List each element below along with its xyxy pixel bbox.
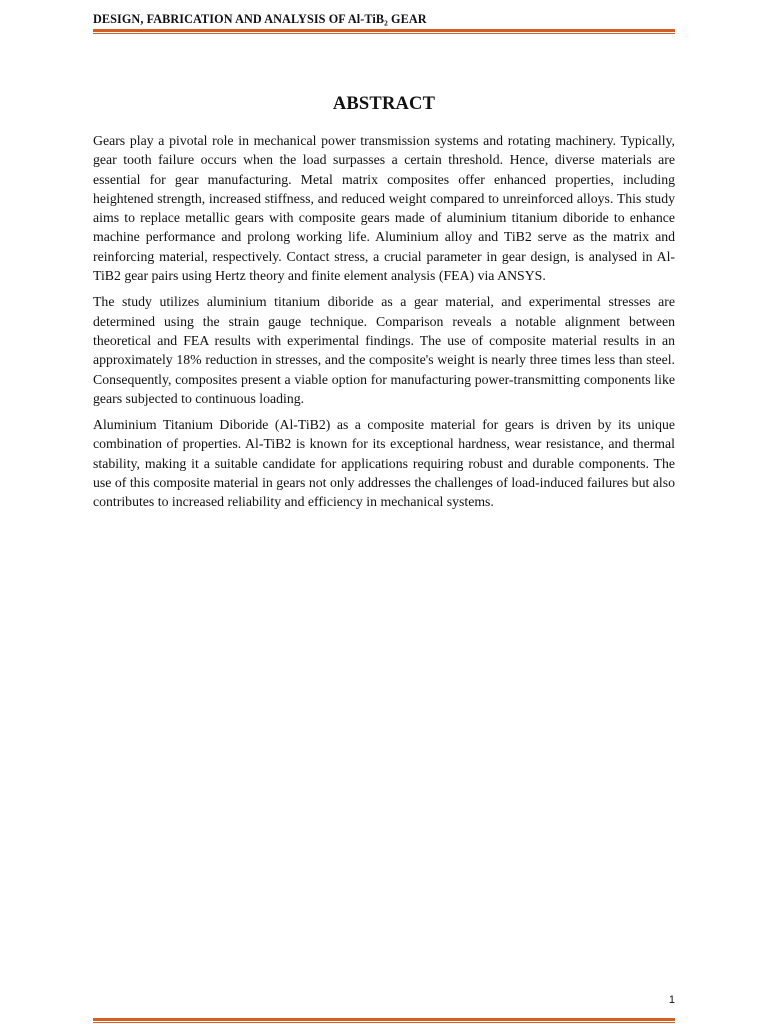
abstract-paragraph-3: Aluminium Titanium Diboride (Al-TiB2) as a composite material for gears is driven by its unique combination of properties. Al-TiB2 is known for its exceptional hardness, wear resistance, and thermal stability, making it a suitable candidate for applications requiring robust and durable components. The use of this composite material in gears not only addresses the challenges of load-induced failures but also contributes to increased reliability and efficiency in mechanical systems.: [93, 417, 675, 510]
abstract-paragraph-2: The study utilizes aluminium titanium diboride as a gear material, and experimental stresses are determined using the strain gauge technique. Comparison reveals a notable alignment between theoretical and FEA results with experimental findings. The use of composite material results in an approximately 18% reduction in stresses, and the composite's weight is nearly three times less than steel. Consequently, composites present a viable option for manufacturing power-transmitting components like gears subjected to continuous loading.: [93, 294, 675, 406]
abstract-body: [93, 131, 675, 519]
abstract-heading: ABSTRACT: [332, 94, 436, 114]
page-number: 1: [668, 994, 675, 1006]
abstract-paragraph-1: Gears play a pivotal role in mechanical power transmission systems and rotating machinery. Typically, gear tooth failure occurs when the load surpasses a certain threshold. Hence, diverse materials are essential for gear manufacturing. Metal matrix composites offer enhanced properties, including heightened strength, increased stiffness, and reduced weight compared to unreinforced alloys. This study aims to replace metallic gears with composite gears made of aluminium titanium diboride to enhance machine performance and prolong working life. Aluminium alloy and TiB2 serve as the matrix and reinforcing material, respectively. Contact stress, a crucial parameter in gear design, is analysed in Al-TiB2 gear pairs using Hertz theory and finite element analysis (FEA) via ANSYS.: [93, 133, 675, 284]
running-header: DESIGN, FABRICATION AND ANALYSIS OF Al-TiB₂ GEAR: [93, 12, 427, 26]
header-divider: [93, 29, 675, 34]
footer-divider: [93, 1018, 675, 1023]
